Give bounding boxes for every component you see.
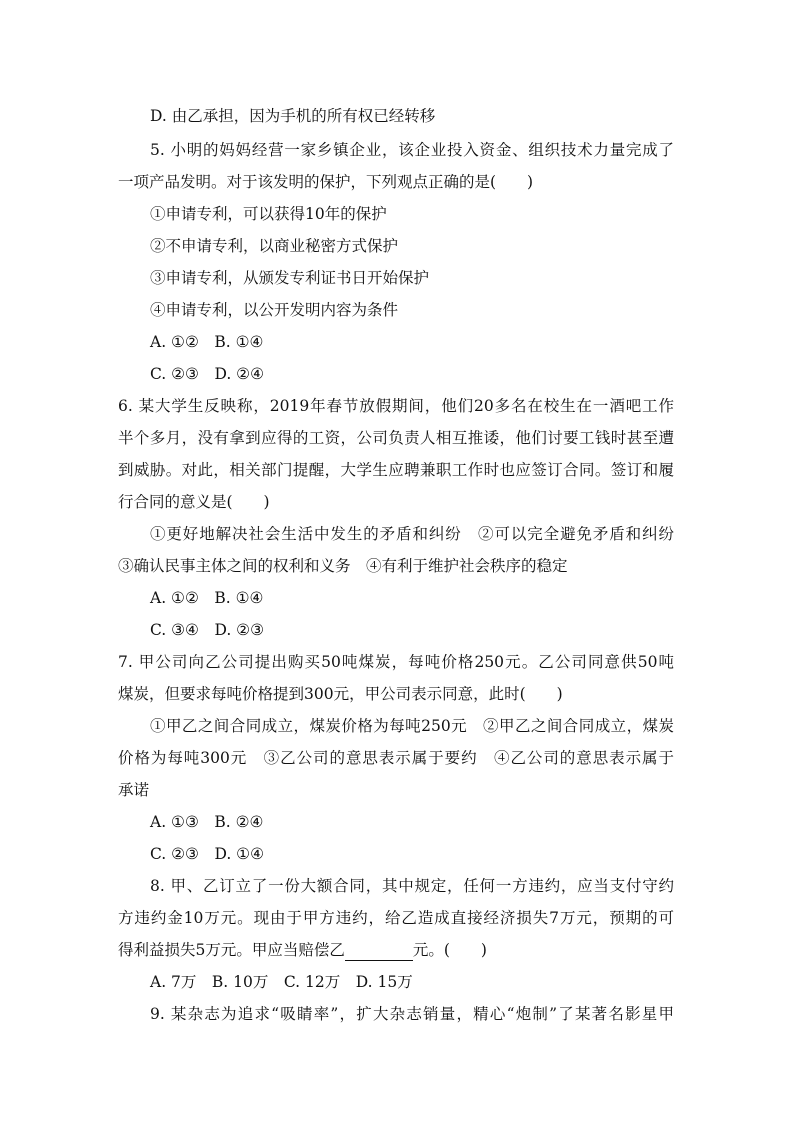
q8-choices: A. 7万 B. 10万 C. 12万 D. 15万 (150, 973, 413, 991)
q5-item2: ②不申请专利，以商业秘密方式保护 (150, 237, 399, 255)
q5-item4: ④申请专利，以公开发明内容为条件 (150, 301, 399, 319)
q7-choices-cd: C. ②③ D. ①④ (150, 845, 264, 863)
q5-stem-line1: 5. 小明的妈妈经营一家乡镇企业，该企业投入资金、组织技术力量完成了 (150, 141, 674, 159)
answer-blank (345, 940, 413, 961)
q7-choices-ab: A. ①③ B. ②④ (150, 813, 264, 831)
q7-stem-line2: 煤炭，但要求每吨价格提到300元，甲公司表示同意，此时( ) (118, 685, 563, 703)
q5-stem-line2: 一项产品发明。对于该发明的保护，下列观点正确的是( ) (118, 173, 534, 191)
q5-choices-ab: A. ①② B. ①④ (150, 333, 264, 351)
q6-stem-line4: 行合同的意义是( ) (118, 493, 270, 511)
q6-choices-cd: C. ③④ D. ②③ (150, 621, 264, 639)
q7-stem-line1: 7. 甲公司向乙公司提出购买50吨煤炭，每吨价格250元。乙公司同意供50吨 (118, 653, 674, 671)
q6-choices-ab: A. ①② B. ①④ (150, 589, 264, 607)
q6-stem-line3: 到威胁。对此，相关部门提醒，大学生应聘兼职工作时也应签订合同。签订和履 (118, 461, 674, 479)
q6-items-line1: ①更好地解决社会生活中发生的矛盾和纠纷 ②可以完全避免矛盾和纠纷 (150, 525, 674, 543)
q5-choices-cd: C. ②③ D. ②④ (150, 365, 264, 383)
q6-items-line2: ③确认民事主体之间的权利和义务 ④有利于维护社会秩序的稳定 (118, 557, 568, 575)
q6-stem-line1: 6. 某大学生反映称，2019年春节放假期间，他们20多名在校生在一酒吧工作 (118, 397, 674, 415)
q4-option-d: D. 由乙承担，因为手机的所有权已经转移 (150, 107, 436, 125)
q8-stem-line1: 8. 甲、乙订立了一份大额合同，其中规定，任何一方违约，应当支付守约 (150, 877, 674, 895)
q7-items-line1: ①甲乙之间合同成立，煤炭价格为每吨250元 ②甲乙之间合同成立，煤炭 (150, 717, 674, 735)
q8-stem-line3-pre: 得利益损失5万元。甲应当赔偿乙 (118, 941, 345, 959)
q7-items-line3: 承诺 (118, 781, 150, 799)
q5-item1: ①申请专利，可以获得10年的保护 (150, 205, 387, 223)
q5-item3: ③申请专利，从颁发专利证书日开始保护 (150, 269, 430, 287)
q7-items-line2: 价格为每吨300元 ③乙公司的意思表示属于要约 ④乙公司的意思表示属于 (118, 749, 674, 767)
q8-stem-line3-post: 元。( ) (412, 941, 487, 959)
q8-stem-line3 (118, 940, 487, 961)
q6-stem-line2: 半个多月，没有拿到应得的工资，公司负责人相互推诿，他们讨要工钱时甚至遭 (118, 429, 674, 447)
q8-stem-line2: 方违约金10万元。现由于甲方违约，给乙造成直接经济损失7万元，预期的可 (118, 909, 674, 927)
q9-stem-line1: 9. 某杂志为追求“吸睛率”，扩大杂志销量，精心“炮制”了某著名影星甲 (150, 1005, 674, 1023)
